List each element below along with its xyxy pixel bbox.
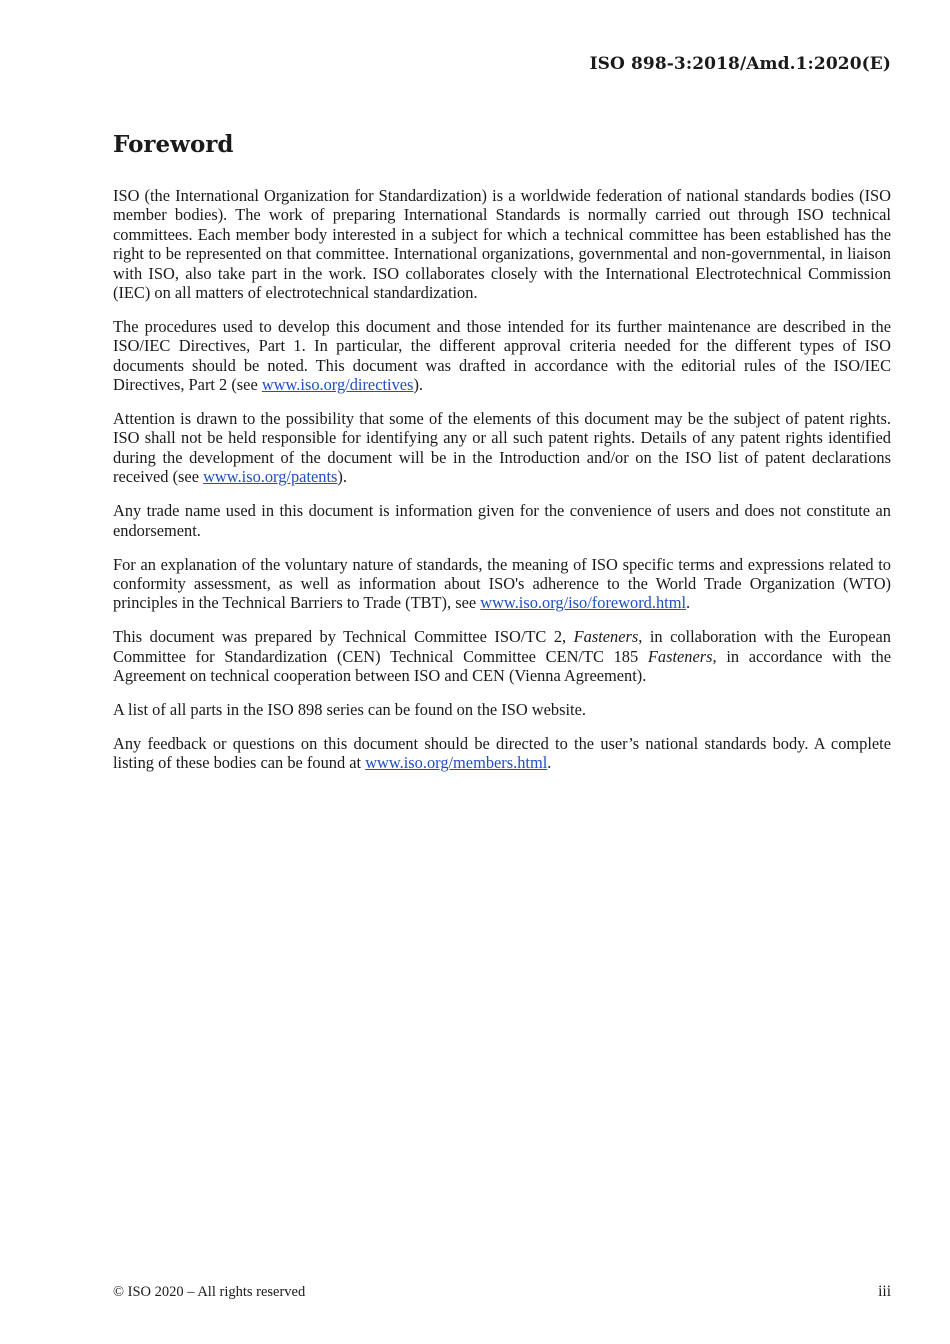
paragraph-text: For an explanation of the voluntary nature of standards, the meaning of ISO specific terms and expressions related to conformity assessment, as well as information about ISO's adherence to the World Trade Organization (WTO) principles in the Technical Barriers to Trade (TBT), see bbox=[113, 554, 891, 613]
paragraph-text: . bbox=[686, 593, 691, 613]
members-link[interactable]: www.iso.org/members.html bbox=[365, 753, 548, 773]
paragraph-trade-name: Any trade name used in this document is information given for the convenience of users and does not constitute an endorsement. bbox=[113, 501, 891, 540]
paragraph-voluntary-nature bbox=[113, 555, 891, 613]
committee-title-italic: Fasteners bbox=[647, 646, 713, 666]
paragraph-procedures bbox=[113, 317, 891, 395]
page-title: Foreword bbox=[113, 131, 234, 158]
paragraph-text: Attention is drawn to the possibility that some of the elements of this document may be the subject of patent rights. ISO shall not be held responsible for identifying any or all such patent rights. Details of any patent rights identified during the development of the document will be in the Introduction and/or on the ISO list of patent declarations received (see bbox=[113, 409, 891, 487]
document-reference: ISO 898-3:2018/Amd.1:2020(E) bbox=[589, 54, 891, 74]
paragraph-committee bbox=[113, 627, 891, 685]
committee-title-italic: Fasteners bbox=[573, 627, 639, 647]
paragraph-text: The procedures used to develop this document and those intended for its further maintenance are described in the ISO/IEC Directives, Part 1. In particular, the different approval criteria needed for the different types of ISO documents should be noted. This document was drafted in accordance with the editorial rules of the ISO/IEC Directives, Part 2 (see bbox=[113, 316, 891, 395]
paragraph-text: Any feedback or questions on this document should be directed to the user’s national standards body. A complete listing of these bodies can be found at bbox=[113, 733, 891, 773]
foreword-link[interactable]: www.iso.org/iso/foreword.html bbox=[480, 593, 687, 613]
page-number: iii bbox=[878, 1283, 891, 1300]
paragraph-patents bbox=[113, 409, 891, 487]
paragraph-text: , in accordance with the Agreement on technical cooperation between ISO and CEN (Vienna Agreement). bbox=[113, 646, 891, 686]
paragraph-text: ). bbox=[413, 375, 423, 395]
paragraph-text: ). bbox=[337, 467, 347, 487]
paragraph-parts-list: A list of all parts in the ISO 898 series can be found on the ISO website. bbox=[113, 699, 586, 719]
directives-link[interactable]: www.iso.org/directives bbox=[261, 375, 414, 395]
paragraph-feedback bbox=[113, 734, 891, 773]
foreword-body bbox=[113, 186, 891, 787]
paragraph-text: . bbox=[547, 753, 552, 773]
paragraph-iso-intro: ISO (the International Organization for Standardization) is a worldwide federation of national standards bodies (ISO member bodies). The work of preparing International Standards is normally carried out through ISO technical committees. Each member body interested in a subject for which a technical committee has been established has the right to be represented on that committee. International organizations, governmental and non-governmental, in liaison with ISO, also take part in the work. ISO collaborates closely with the International Electrotechnical Commission (IEC) on all matters of electrotechnical standardization. bbox=[113, 186, 891, 303]
paragraph-text: This document was prepared by Technical Committee ISO/TC 2, bbox=[113, 627, 574, 647]
copyright-notice: © ISO 2020 – All rights reserved bbox=[113, 1284, 306, 1300]
paragraph-text: , in collaboration with the European Committee for Standardization (CEN) Technical Committee CEN/TC 185 bbox=[113, 627, 891, 666]
patents-link[interactable]: www.iso.org/patents bbox=[203, 467, 338, 487]
